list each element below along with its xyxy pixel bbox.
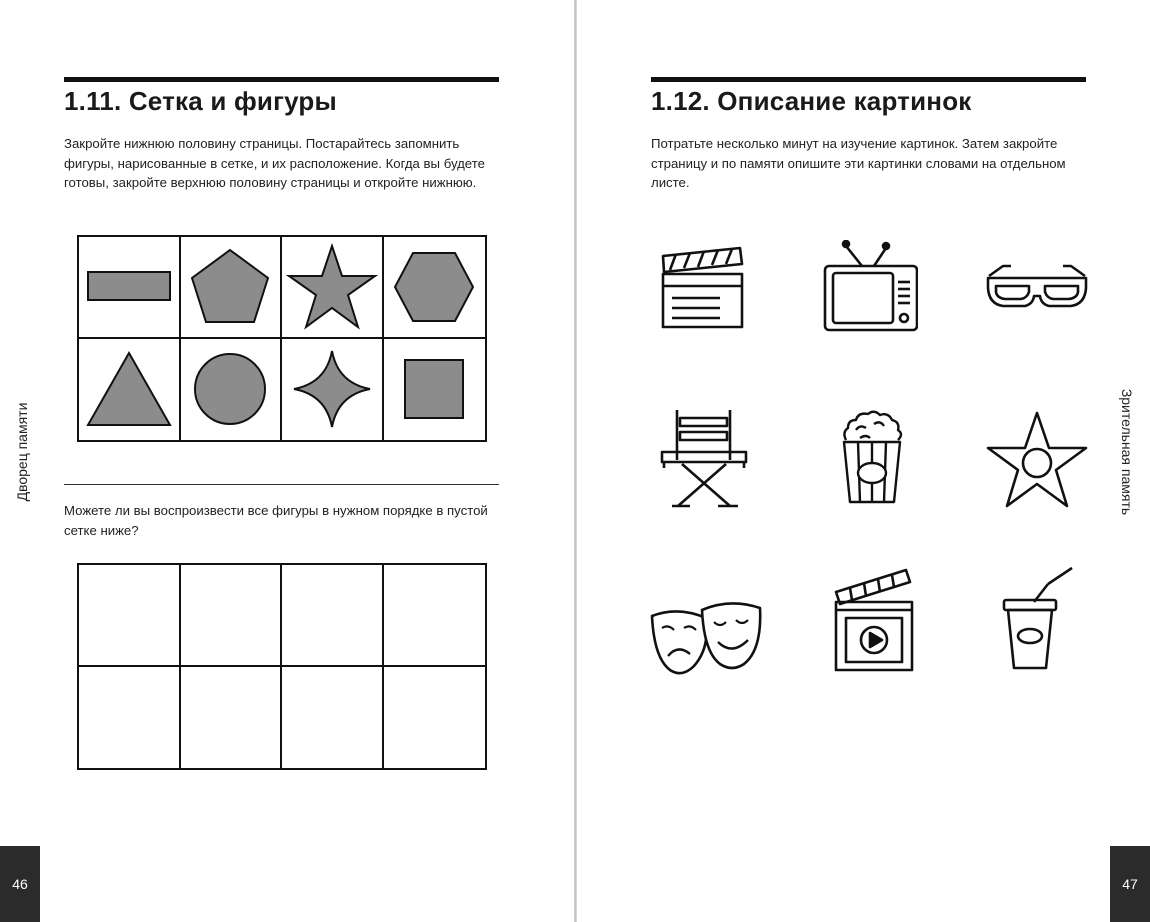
grid-cell — [79, 339, 181, 441]
clapperboard-icon — [658, 244, 746, 332]
star-shape — [286, 242, 378, 332]
video-clapperboard-icon — [832, 566, 916, 674]
empty-grid-cell[interactable] — [384, 565, 486, 667]
grid-cell — [181, 237, 283, 339]
theater-masks-icon — [648, 600, 764, 680]
empty-grid-cell[interactable] — [384, 667, 486, 769]
side-label-right: Зрительная память — [1119, 388, 1135, 516]
divider — [64, 484, 499, 485]
grid-cell — [79, 237, 181, 339]
left-page — [0, 0, 574, 922]
shapes-grid — [77, 235, 487, 442]
empty-grid-cell[interactable] — [79, 667, 181, 769]
empty-grid-cell[interactable] — [181, 565, 283, 667]
3d-glasses-icon — [985, 262, 1089, 312]
question-text: Можете ли вы воспроизвести все фигуры в нужном порядке в пустой сетке ниже? — [64, 503, 488, 538]
grid-cell — [282, 339, 384, 441]
hexagon-shape — [391, 247, 477, 327]
empty-grid-cell[interactable] — [282, 667, 384, 769]
circle-shape — [190, 349, 270, 429]
grid-cell — [181, 339, 283, 441]
side-label-left: Дворец памяти — [14, 402, 30, 502]
page-number-left: 46 — [0, 846, 40, 922]
page-title: 1.12. Описание картинок — [651, 86, 972, 116]
intro-text: Потратьте несколько минут на изучение картинок. Затем закройте страницу и по памяти опишите эти картинки словами на отдельном листе. — [651, 136, 1066, 191]
popcorn-icon — [838, 410, 906, 506]
four-point-star-shape — [290, 347, 374, 431]
title-rule — [64, 77, 499, 82]
grid-cell — [384, 339, 486, 441]
empty-grid-cell[interactable] — [181, 667, 283, 769]
title-rule — [651, 77, 1086, 82]
triangle-shape — [84, 347, 174, 431]
rectangle-shape — [84, 267, 174, 307]
grid-cell — [384, 237, 486, 339]
empty-grid-cell[interactable] — [79, 565, 181, 667]
page-title: 1.11. Сетка и фигуры — [64, 86, 337, 116]
intro-text: Закройте нижнюю половину страницы. Постарайтесь запомнить фигуры, нарисованные в сетке, и их расположение. Когда вы будете готовы, закройте верхнюю половину страницы и откройте нижнюю. — [64, 136, 485, 191]
square-shape — [401, 356, 467, 422]
pentagon-shape — [185, 242, 275, 332]
empty-grid — [77, 563, 487, 770]
tv-icon — [822, 240, 918, 334]
walk-of-fame-star-icon — [985, 410, 1089, 510]
soda-cup-icon — [998, 566, 1078, 672]
grid-cell — [282, 237, 384, 339]
empty-grid-cell[interactable] — [282, 565, 384, 667]
directors-chair-icon — [660, 408, 748, 510]
page-number-right: 47 — [1110, 846, 1150, 922]
